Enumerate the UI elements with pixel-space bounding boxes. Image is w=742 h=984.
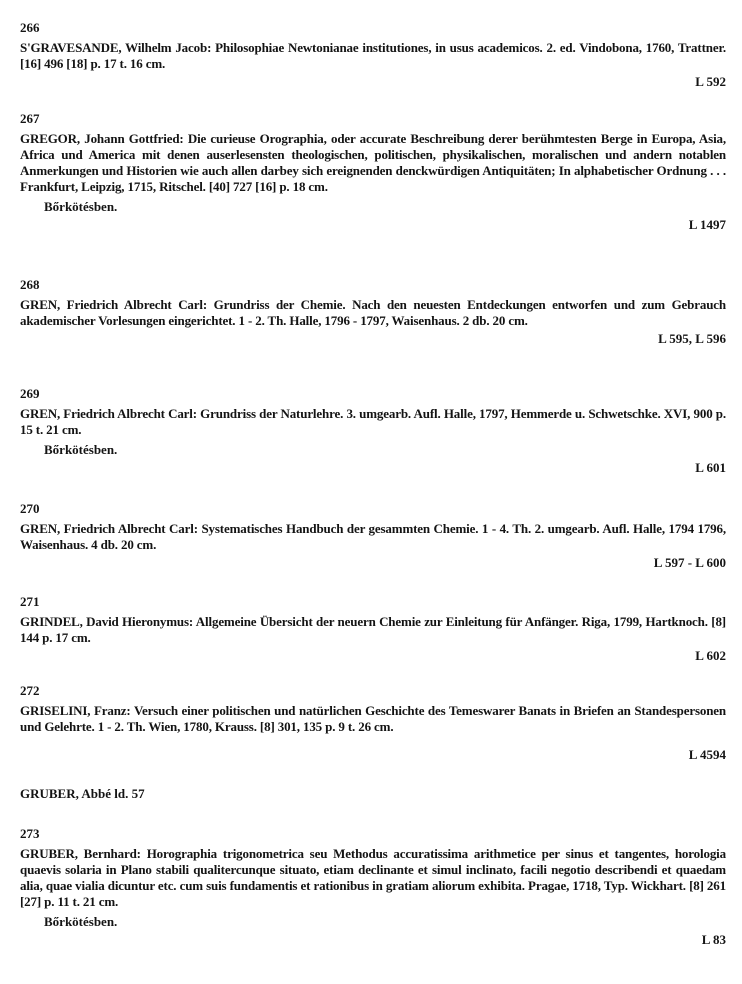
entry-number: 268 xyxy=(20,277,40,292)
shelfmark: L 601 xyxy=(695,460,726,475)
cross-reference: GRUBER, Abbé ld. 57 xyxy=(20,786,145,801)
entry-description: GREN, Friedrich Albrecht Carl: Systematisches Handbuch der gesammten Chemie. 1 - 4. Th. 2. umgearb. Aufl. Halle, 1794 1796, Waisenhaus. 4 db. 20 cm. xyxy=(20,521,726,552)
catalog-entry-271 xyxy=(20,594,726,664)
entry-description: GRISELINI, Franz: Versuch einer politischen und natürlichen Geschichte des Temeswarer Banats in Briefen an Standespersonen und Gelehrte. 1 - 2. Th. Wien, 1780, Krauss. [8] 301, 135 p. 9 t. 26 cm. xyxy=(20,703,726,734)
entry-number: 271 xyxy=(20,594,40,609)
catalog-entry-270 xyxy=(20,501,726,571)
entry-description: GREN, Friedrich Albrecht Carl: Grundriss der Naturlehre. 3. umgearb. Aufl. Halle, 1797, Hemmerde u. Schwetschke. XVI, 900 p. 15 t. 21 cm. xyxy=(20,406,726,437)
binding-note: Bőrkötésben. xyxy=(44,442,118,457)
catalog-entry-273 xyxy=(20,826,726,948)
entry-number: 269 xyxy=(20,386,40,401)
catalog-entry-267 xyxy=(20,111,726,233)
shelfmark: L 83 xyxy=(701,932,726,947)
catalog-entry-272 xyxy=(20,683,726,763)
entry-description: GREN, Friedrich Albrecht Carl: Grundriss der Chemie. Nach den neuesten Entdeckungen entworfen und zum Gebrauch akademischer Vorlesungen eingerichtet. 1 - 2. Th. Halle, 1796 - 1797, Waisenhaus. 2 db. 20 cm. xyxy=(20,297,726,328)
binding-note: Bőrkötésben. xyxy=(44,199,118,214)
shelfmark: L 595, L 596 xyxy=(658,331,726,346)
catalog-entry-266 xyxy=(20,20,726,90)
entry-description: GRUBER, Bernhard: Horographia trigonometrica seu Methodus accuratissima arithmetice per sinus et tangentes, horologia quaevis solaria in Plano stabili qualitercunque situato, etiam declinante et simul inclinato, facili negotio describendi et quaedam alia, quae vialia dicuntur etc. cum suis fundamentis et rationibus in gratiam aliorum exhibita. Pragae, 1718, Typ. Wickhart. [8] 261 [27] p. 11 t. 21 cm. xyxy=(20,846,726,909)
shelfmark: L 4594 xyxy=(688,747,726,762)
catalog-entry-268 xyxy=(20,277,726,347)
shelfmark: L 597 - L 600 xyxy=(653,555,726,570)
binding-note: Bőrkötésben. xyxy=(44,914,118,929)
entry-number: 266 xyxy=(20,20,40,35)
entry-number: 273 xyxy=(20,826,40,841)
entry-number: 272 xyxy=(20,683,40,698)
entry-description: GRINDEL, David Hieronymus: Allgemeine Übersicht der neuern Chemie zur Einleitung für Anfänger. Riga, 1799, Hartknoch. [8] 144 p. 17 cm. xyxy=(20,614,726,645)
entry-description: S'GRAVESANDE, Wilhelm Jacob: Philosophiae Newtonianae institutiones, in usus academicos. 2. ed. Vindobona, 1760, Trattner. [16] 496 [18] p. 17 t. 16 cm. xyxy=(20,40,726,71)
catalog-entry-269 xyxy=(20,386,726,476)
entry-number: 270 xyxy=(20,501,40,516)
shelfmark: L 602 xyxy=(695,648,726,663)
shelfmark: L 592 xyxy=(695,74,726,89)
entry-description: GREGOR, Johann Gottfried: Die curieuse Orographia, oder accurate Beschreibung derer berühmtesten Berge in Europa, Asia, Africa und America mit denen auserlesensten theologischen, politischen, physikalischen, moralischen und andern notablen Anmerkungen und Historien wie auch allen darbey sich ereignenden denckwürdigen Antiquitäten; In alphabetischer Ordnung . . . Frankfurt, Leipzig, 1715, Ritschel. [40] 727 [16] p. 18 cm. xyxy=(20,131,726,194)
entry-number: 267 xyxy=(20,111,40,126)
shelfmark: L 1497 xyxy=(688,217,726,232)
